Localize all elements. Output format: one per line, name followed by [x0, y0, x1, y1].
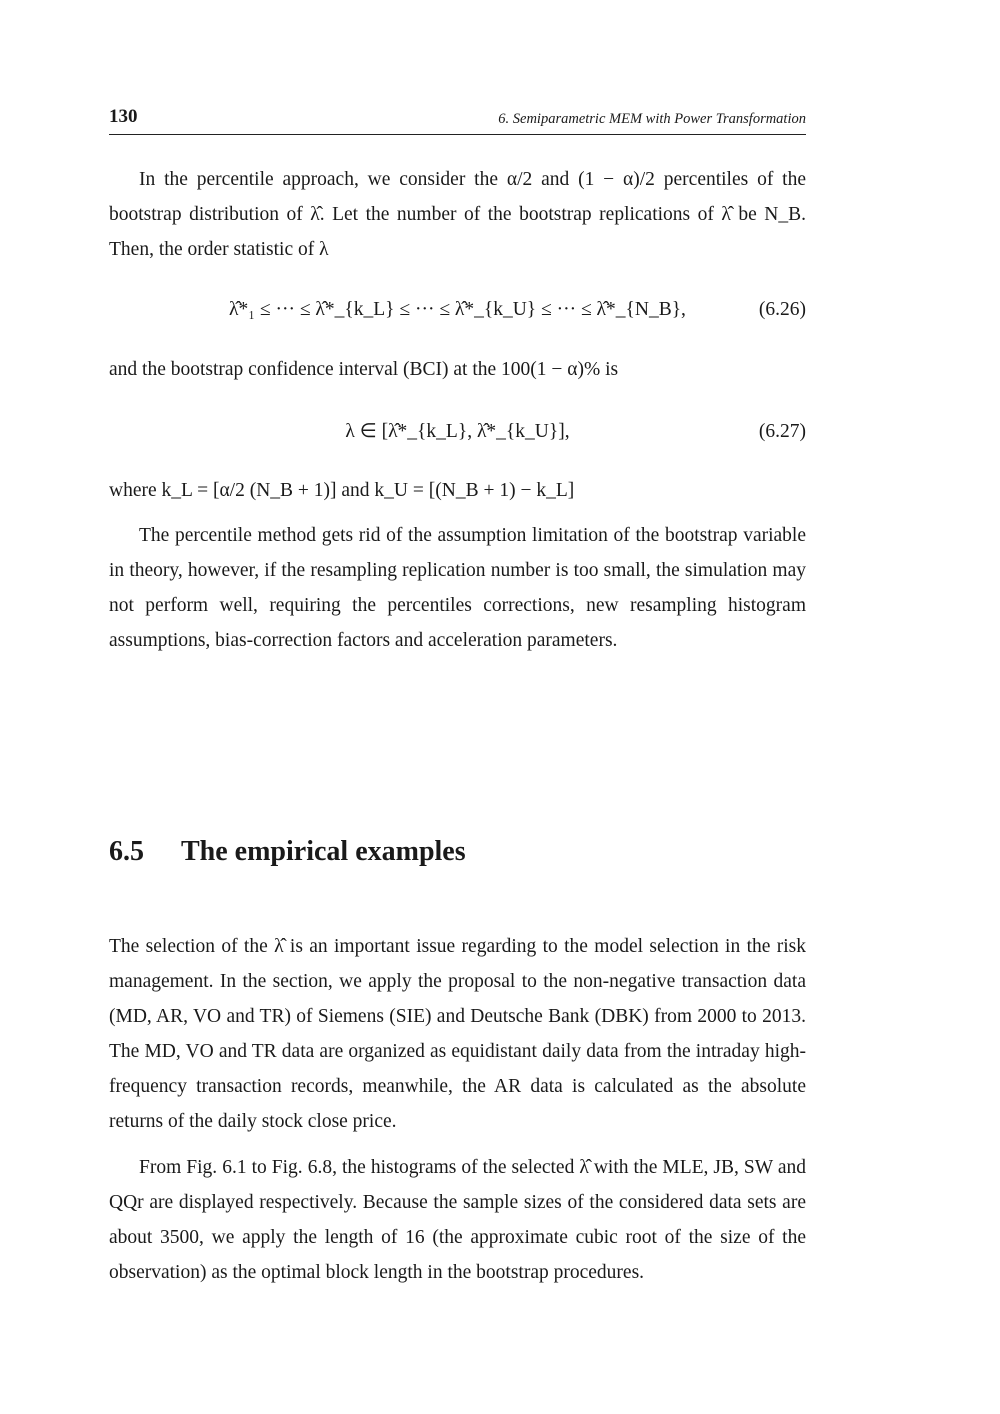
page-number: 130 [109, 106, 138, 127]
section-heading [109, 836, 806, 868]
equation-6-26-body: λ̂*₁ ≤ ··· ≤ λ̂*_{k_L} ≤ ··· ≤ λ̂*_{k_U} ≤ ··· ≤ λ̂*_{N_B}, [229, 299, 686, 320]
paragraph-histograms: From Fig. 6.1 to Fig. 6.8, the histograms of the selected λ̂ with the MLE, JB, SW and QQr are displayed respectively. Because the sample sizes of the considered data sets are about 3500, we apply the length of 16 (the approximate cubic root of the size of the observation) as the optimal block length in the bootstrap procedures. [109, 1157, 806, 1283]
paragraph-where-k: where k_L = [α/2 (N_B + 1)] and k_U = [(N_B + 1) − k_L] [109, 480, 575, 501]
page-header [109, 106, 806, 135]
paragraph-percentile-method: The percentile method gets rid of the assumption limitation of the bootstrap variable in theory, however, if the resampling replication number is too small, the simulation may not perform well, requiring the percentiles corrections, new resampling histogram assumptions, bias-correction factors and acceleration parameters. [109, 525, 806, 651]
section-title: The empirical examples [181, 836, 466, 867]
paragraph-bci: and the bootstrap confidence interval (BCI) at the 100(1 − α)% is [109, 359, 619, 380]
paragraph-selection: The selection of the λ̂ is an important issue regarding to the model selection in the risk management. In the section, we apply the proposal to the non-negative transaction data (MD, AR, VO and TR) of Siemens (SIE) and Deutsche Bank (DBK) from 2000 to 2013. The MD, VO and TR data are organized as equidistant daily data from the intraday high-frequency transaction records, meanwhile, the AR data is calculated as the absolute returns of the daily stock close price. [109, 936, 806, 1132]
equation-6-27-number: (6.27) [758, 421, 806, 442]
paragraph-percentile-approach: In the percentile approach, we consider the α/2 and (1 − α)/2 percentiles of the bootstrap distribution of λ̂. Let the number of the bootstrap replications of λ̂ be N_B. Then, the order statistic of λ [109, 169, 806, 260]
equation-6-26 [109, 292, 806, 327]
equation-6-27 [109, 414, 806, 449]
section-number: 6.5 [109, 836, 144, 867]
running-head: 6. Semiparametric MEM with Power Transformation [498, 111, 806, 127]
equation-6-27-body: λ ∈ [λ̂*_{k_L}, λ̂*_{k_U}], [345, 421, 570, 442]
equation-6-26-number: (6.26) [758, 299, 806, 320]
